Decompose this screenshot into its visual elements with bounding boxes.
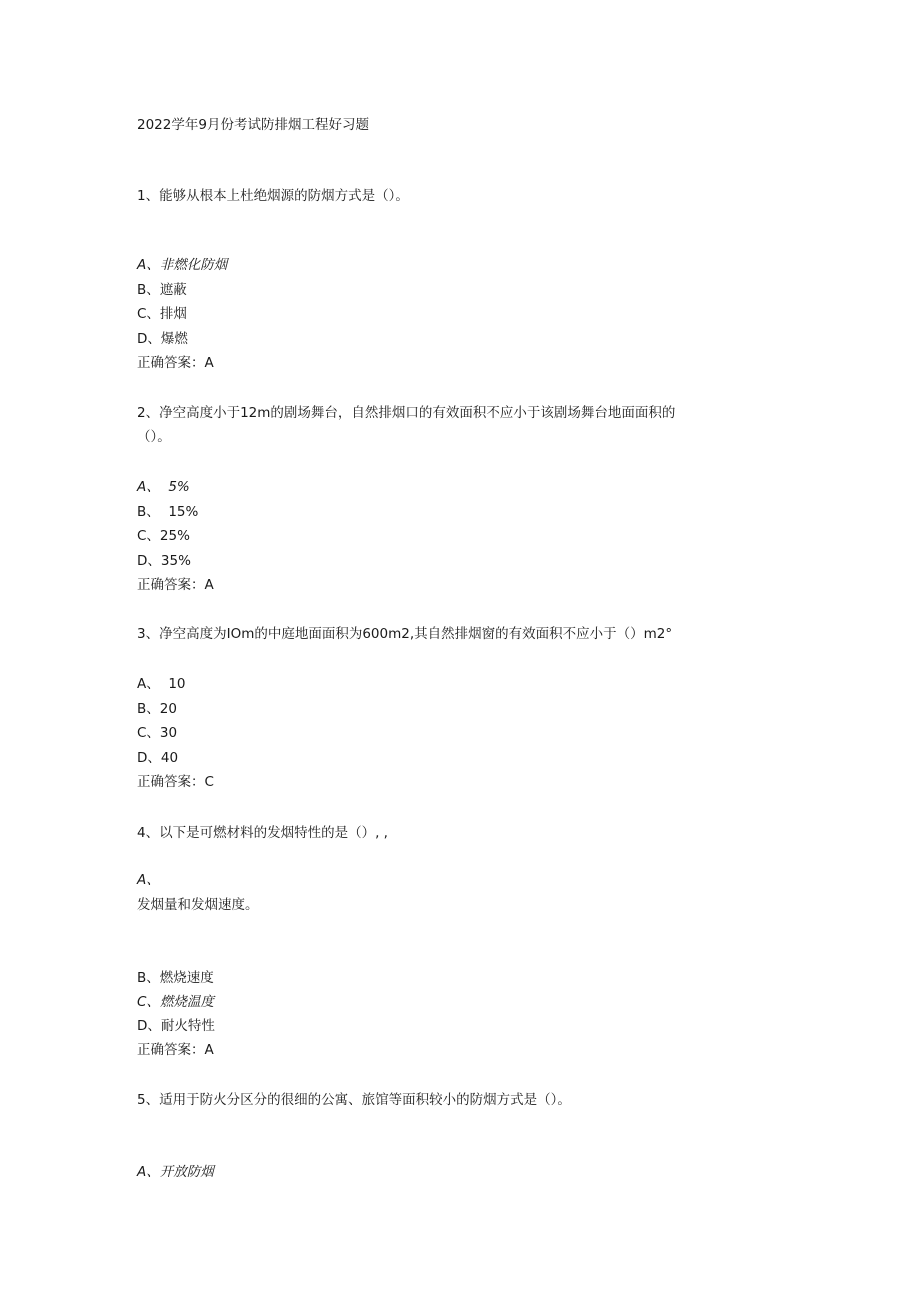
question-4-answer: 正确答案：A (137, 1042, 214, 1058)
question-4-option-d: D、耐火特性 (137, 1018, 215, 1034)
question-3-option-a: A、 10 (137, 676, 186, 692)
question-3-answer: 正确答案：C (137, 774, 214, 790)
question-3-option-c: C、30 (137, 725, 178, 741)
question-2-option-d: D、35% (137, 553, 191, 569)
question-5-stem: 5、适用于防火分区分的很细的公寓、旅馆等面积较小的防烟方式是（）。 (137, 1092, 571, 1108)
question-4-option-a-label: A、 (137, 872, 160, 888)
question-1-stem: 1、能够从根本上杜绝烟源的防烟方式是（）。 (137, 188, 409, 204)
question-4-option-a-text: 发烟量和发烟速度。 (137, 897, 259, 913)
page-title: 2022学年9月份考试防排烟工程好习题 (137, 117, 369, 133)
question-2-stem-line1: 2、净空高度小于12m的剧场舞台，自然排烟口的有效面积不应小于该剧场舞台地面面积的 (137, 405, 676, 421)
question-2-option-b: B、 15% (137, 504, 199, 520)
question-1-option-c: C、排烟 (137, 306, 187, 322)
question-4-option-c: C、燃烧温度 (137, 994, 214, 1010)
question-1-option-a: A、非燃化防烟 (137, 257, 228, 273)
question-1-answer: 正确答案：A (137, 355, 214, 371)
question-2-option-a: A、 5% (137, 479, 190, 495)
question-3-option-b: B、20 (137, 701, 177, 717)
question-5-option-a: A、开放防烟 (137, 1164, 214, 1180)
question-1-option-b: B、遮蔽 (137, 282, 187, 298)
question-4-option-b: B、燃烧速度 (137, 970, 214, 986)
question-3-stem: 3、净空高度为IOm的中庭地面面积为600m2,其自然排烟窗的有效面积不应小于（）m2° (137, 626, 673, 642)
question-1-option-d: D、爆燃 (137, 331, 188, 347)
question-4-stem: 4、以下是可燃材料的发烟特性的是（）, , (137, 825, 388, 841)
question-2-stem-line2: （）。 (137, 429, 171, 445)
question-3-option-d: D、40 (137, 750, 179, 766)
question-2-answer: 正确答案：A (137, 577, 214, 593)
question-2-option-c: C、25% (137, 528, 190, 544)
